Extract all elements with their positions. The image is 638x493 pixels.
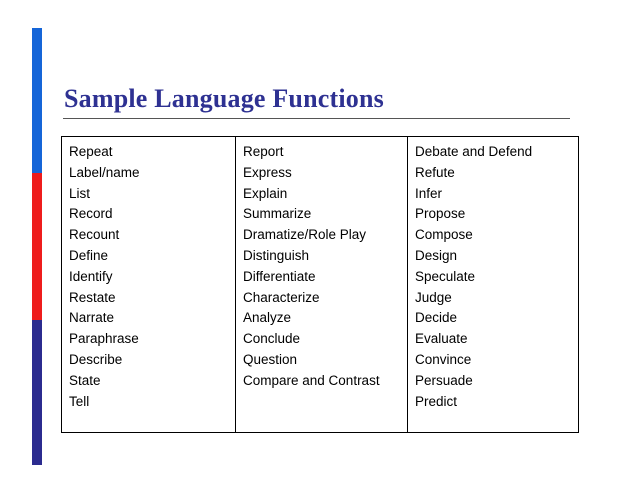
table-cell: Explain xyxy=(243,185,288,201)
table-cell: Compose xyxy=(415,227,473,243)
table-column-3 xyxy=(407,137,578,432)
table-cell: Dramatize/Role Play xyxy=(243,227,367,243)
table-cell: Report xyxy=(243,144,284,159)
table-cell: Debate and Defend xyxy=(415,144,533,159)
side-bar-red xyxy=(32,173,42,320)
table-cell: Label/name xyxy=(69,164,140,180)
slide-title: Sample Language Functions xyxy=(64,84,384,113)
table-cell: Tell xyxy=(69,393,90,409)
table-cell: Recount xyxy=(69,227,120,243)
table-cell: Persuade xyxy=(415,372,473,388)
table-cell: Characterize xyxy=(243,289,320,305)
table-cell: Describe xyxy=(69,351,123,367)
table-cell: Distinguish xyxy=(243,247,310,263)
table-cell: Express xyxy=(243,164,292,180)
table-cell: Predict xyxy=(415,393,458,409)
title-divider xyxy=(63,118,570,119)
table-column-1 xyxy=(62,137,235,432)
table-cell: Define xyxy=(69,247,109,263)
side-bar-blue-top xyxy=(32,28,42,173)
language-functions-table xyxy=(61,136,579,433)
table-cell: Convince xyxy=(415,351,472,367)
table-cell: Evaluate xyxy=(415,331,468,347)
table-cell: Infer xyxy=(415,185,443,201)
table-cell: Design xyxy=(415,247,458,263)
table-cell: Decide xyxy=(415,310,458,326)
table-cell: Narrate xyxy=(69,310,115,326)
table-cell: Differentiate xyxy=(243,268,316,284)
table-cell: Restate xyxy=(69,289,116,305)
table-cell: Summarize xyxy=(243,206,312,222)
table-cell: State xyxy=(69,372,101,388)
table-cell: Paraphrase xyxy=(69,331,139,347)
table-cell: Refute xyxy=(415,164,455,180)
table-cell: Record xyxy=(69,206,113,222)
table-cell: Judge xyxy=(415,289,452,305)
table-cell: Analyze xyxy=(243,310,292,326)
table-column-2 xyxy=(235,137,407,432)
table-cell: Question xyxy=(243,351,298,367)
side-bar-blue-bottom xyxy=(32,320,42,465)
table-cell: Propose xyxy=(415,206,466,222)
table-cell: Identify xyxy=(69,268,113,284)
table-cell: Conclude xyxy=(243,331,301,347)
table-cell: List xyxy=(69,185,91,201)
table-cell: Repeat xyxy=(69,144,113,159)
table-cell: Speculate xyxy=(415,268,476,284)
table-cell: Compare and Contrast xyxy=(243,372,380,388)
